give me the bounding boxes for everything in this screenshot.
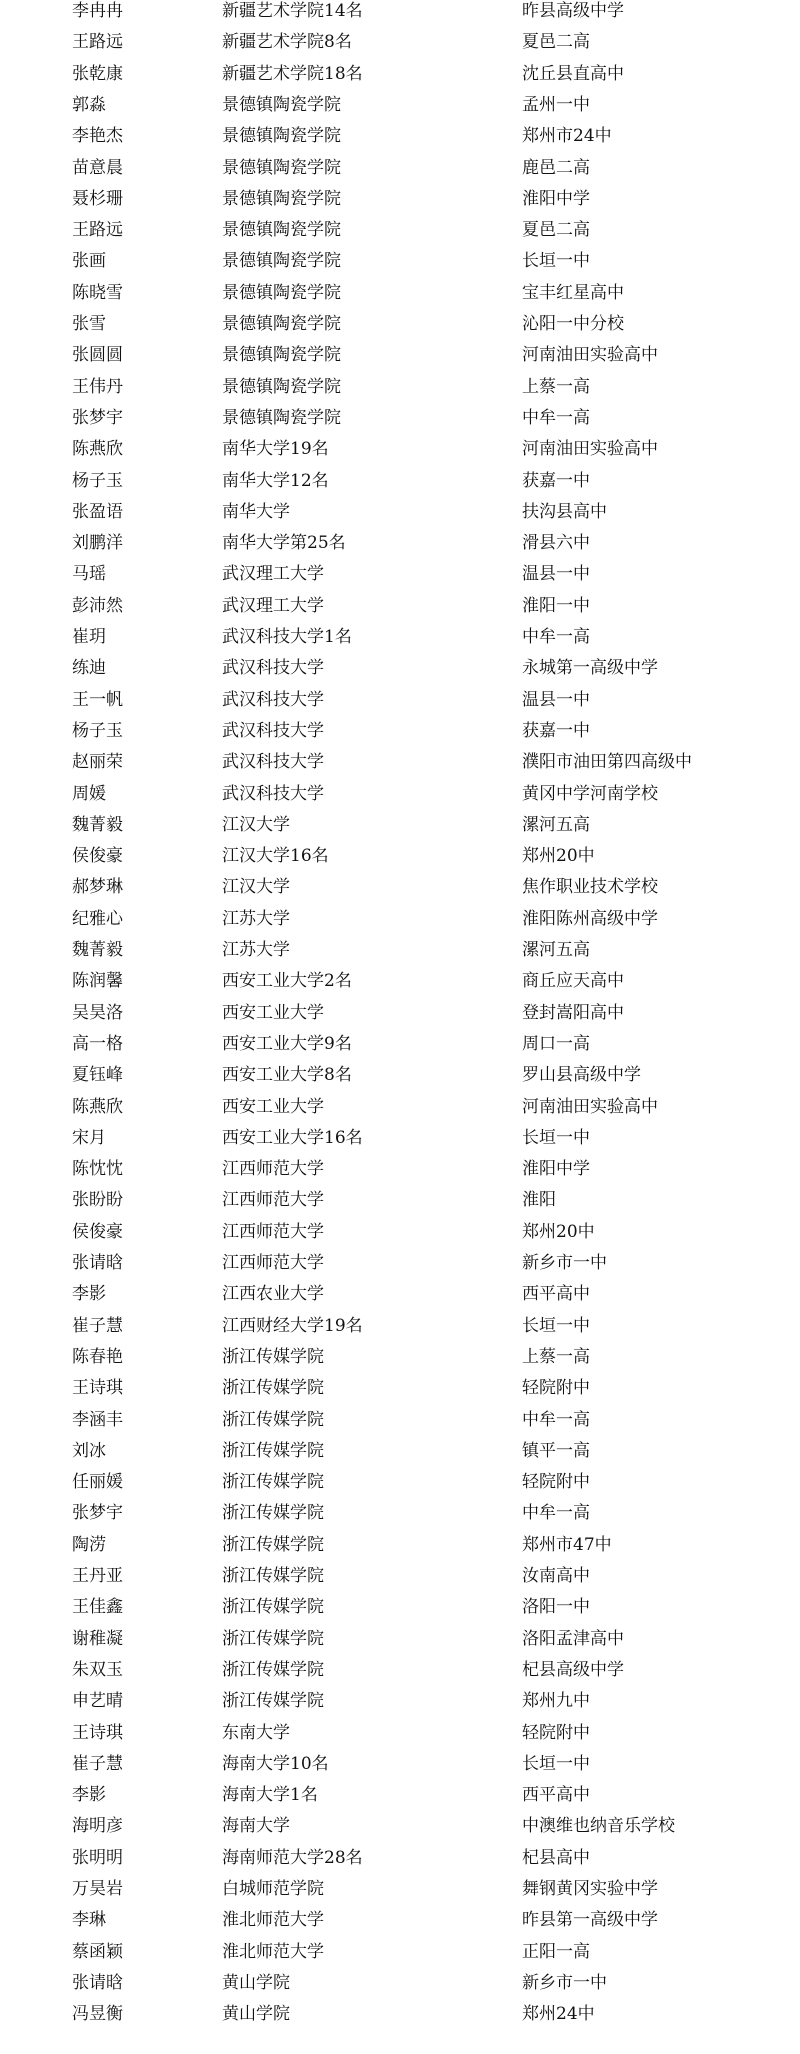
table-row <box>0 1311 800 1342</box>
high-school-cell: 夏邑二高 <box>522 220 590 241</box>
high-school-cell: 西平高中 <box>522 1284 590 1305</box>
name-cell: 刘冰 <box>72 1440 106 1461</box>
university-cell: 景德镇陶瓷学院 <box>222 94 341 115</box>
table-row <box>0 246 800 277</box>
name-cell: 陈燕欣 <box>72 439 123 460</box>
university-cell: 黄山学院 <box>222 2004 290 2025</box>
high-school-cell: 周口一高 <box>522 1033 590 1054</box>
high-school-cell: 正阳一高 <box>522 1941 590 1962</box>
name-cell: 王一帆 <box>72 689 123 710</box>
table-row <box>0 1624 800 1655</box>
university-cell: 景德镇陶瓷学院 <box>222 220 341 241</box>
table-row <box>0 0 800 27</box>
table-row <box>0 872 800 903</box>
table-row <box>0 622 800 653</box>
name-cell: 陶涝 <box>72 1534 106 1555</box>
university-cell: 浙江传媒学院 <box>222 1534 324 1555</box>
name-cell: 马瑶 <box>72 564 106 585</box>
table-row <box>0 1530 800 1561</box>
name-cell: 杨子玉 <box>72 720 123 741</box>
table-row <box>0 497 800 528</box>
high-school-cell: 淮阳陈州高级中学 <box>522 908 658 929</box>
table-row <box>0 841 800 872</box>
name-cell: 蔡函颖 <box>72 1941 123 1962</box>
table-row <box>0 215 800 246</box>
table-row <box>0 466 800 497</box>
university-cell: 景德镇陶瓷学院 <box>222 314 341 334</box>
name-cell: 练迪 <box>72 658 106 679</box>
high-school-cell: 焦作职业技术学校 <box>522 877 658 898</box>
name-cell: 张梦宇 <box>72 1503 123 1524</box>
high-school-cell: 滑县六中 <box>522 533 590 554</box>
high-school-cell: 河南油田实验高中 <box>522 439 658 460</box>
high-school-cell: 扶沟县高中 <box>522 501 607 522</box>
university-cell: 武汉科技大学 <box>222 783 324 804</box>
table-row <box>0 779 800 810</box>
high-school-cell: 长垣一中 <box>522 1127 590 1148</box>
name-cell: 王佳鑫 <box>72 1597 123 1618</box>
high-school-cell: 中牟一高 <box>522 627 590 647</box>
table-row <box>0 1561 800 1592</box>
university-cell: 西安工业大学2名 <box>222 971 352 992</box>
table-row <box>0 1874 800 1905</box>
name-cell: 万昊岩 <box>72 1879 123 1899</box>
table-row <box>0 747 800 778</box>
high-school-cell: 长垣一中 <box>522 1753 590 1774</box>
high-school-cell: 上蔡一高 <box>522 1346 590 1367</box>
high-school-cell: 宝丰红星高中 <box>522 282 624 303</box>
table-row <box>0 1123 800 1154</box>
university-cell: 武汉科技大学 <box>222 752 324 773</box>
table-row <box>0 121 800 152</box>
table-row <box>0 59 800 90</box>
name-cell: 崔子慧 <box>72 1753 123 1774</box>
university-cell: 西安工业大学8名 <box>222 1065 352 1086</box>
table-row <box>0 1592 800 1623</box>
table-row <box>0 1092 800 1123</box>
high-school-cell: 中牟一高 <box>522 1409 590 1430</box>
high-school-cell: 罗山县高级中学 <box>522 1065 641 1086</box>
university-cell: 浙江传媒学院 <box>222 1597 324 1618</box>
university-cell: 南华大学 <box>222 501 290 522</box>
name-cell: 刘鹏洋 <box>72 533 123 554</box>
name-cell: 李影 <box>72 1785 106 1806</box>
high-school-cell: 镇平一高 <box>522 1440 590 1461</box>
high-school-cell: 淮阳中学 <box>522 188 590 209</box>
high-school-cell: 淮阳 <box>522 1190 556 1211</box>
name-cell: 侯俊豪 <box>72 846 123 867</box>
university-cell: 海南大学1名 <box>222 1785 318 1806</box>
high-school-cell: 夏邑二高 <box>522 32 590 53</box>
university-cell: 海南大学10名 <box>222 1753 329 1774</box>
name-cell: 张圆圆 <box>72 345 123 366</box>
university-cell: 海南大学 <box>222 1816 290 1837</box>
name-cell: 谢稚凝 <box>72 1628 123 1649</box>
university-cell: 南华大学19名 <box>222 439 329 460</box>
name-cell: 崔玥 <box>72 627 106 647</box>
high-school-cell: 河南油田实验高中 <box>522 1096 658 1117</box>
high-school-cell: 昨县高级中学 <box>522 1 624 21</box>
university-cell: 江西师范大学 <box>222 1190 324 1211</box>
high-school-cell: 温县一中 <box>522 689 590 710</box>
high-school-cell: 长垣一中 <box>522 251 590 272</box>
name-cell: 张乾康 <box>72 63 123 84</box>
table-row <box>0 90 800 121</box>
table-row <box>0 1405 800 1436</box>
name-cell: 聂杉珊 <box>72 188 123 209</box>
university-cell: 武汉科技大学 <box>222 720 324 741</box>
university-cell: 江西农业大学 <box>222 1284 324 1305</box>
table-row <box>0 1655 800 1686</box>
table-row <box>0 1060 800 1091</box>
name-cell: 宋月 <box>72 1127 106 1148</box>
university-cell: 武汉科技大学1名 <box>222 627 352 647</box>
university-cell: 黄山学院 <box>222 1972 290 1993</box>
high-school-cell: 郑州市24中 <box>522 126 612 147</box>
high-school-cell: 鹿邑二高 <box>522 157 590 178</box>
high-school-cell: 商丘应天高中 <box>522 971 624 992</box>
table-row <box>0 434 800 465</box>
university-cell: 景德镇陶瓷学院 <box>222 407 341 428</box>
table-row <box>0 1811 800 1842</box>
university-cell: 浙江传媒学院 <box>222 1691 324 1712</box>
name-cell: 朱双玉 <box>72 1659 123 1680</box>
name-cell: 王丹亚 <box>72 1566 123 1586</box>
table-row <box>0 998 800 1029</box>
name-cell: 陈春艳 <box>72 1346 123 1367</box>
university-cell: 江苏大学 <box>222 940 290 960</box>
table-row <box>0 559 800 590</box>
university-cell: 新疆艺术学院8名 <box>222 32 352 53</box>
university-cell: 西安工业大学 <box>222 1096 324 1117</box>
name-cell: 李冉冉 <box>72 1 123 21</box>
table-row <box>0 1999 800 2030</box>
university-cell: 江苏大学 <box>222 908 290 929</box>
name-cell: 王诗琪 <box>72 1378 123 1399</box>
name-cell: 王路远 <box>72 220 123 241</box>
university-cell: 浙江传媒学院 <box>222 1566 324 1586</box>
table-row <box>0 716 800 747</box>
name-cell: 任丽媛 <box>72 1472 123 1493</box>
name-cell: 冯昱衡 <box>72 2004 123 2025</box>
high-school-cell: 河南油田实验高中 <box>522 345 658 366</box>
name-cell: 张雪 <box>72 314 106 334</box>
high-school-cell: 中澳维也纳音乐学校 <box>522 1816 675 1837</box>
university-cell: 浙江传媒学院 <box>222 1346 324 1367</box>
name-cell: 陈润馨 <box>72 971 123 992</box>
table-row <box>0 1718 800 1749</box>
name-cell: 张梦宇 <box>72 407 123 428</box>
university-cell: 新疆艺术学院14名 <box>222 1 363 21</box>
high-school-cell: 轻院附中 <box>522 1472 590 1493</box>
table-row <box>0 1185 800 1216</box>
table-row <box>0 1498 800 1529</box>
university-cell: 江汉大学16名 <box>222 846 329 867</box>
table-row <box>0 372 800 403</box>
high-school-cell: 中牟一高 <box>522 407 590 428</box>
high-school-cell: 沁阳一中分校 <box>522 314 624 334</box>
university-cell: 景德镇陶瓷学院 <box>222 157 341 178</box>
name-cell: 张画 <box>72 251 106 272</box>
university-cell: 淮北师范大学 <box>222 1910 324 1931</box>
university-cell: 江西师范大学 <box>222 1221 324 1242</box>
name-cell: 李琳 <box>72 1910 106 1931</box>
high-school-cell: 上蔡一高 <box>522 376 590 397</box>
university-cell: 景德镇陶瓷学院 <box>222 188 341 209</box>
university-cell: 浙江传媒学院 <box>222 1659 324 1680</box>
name-cell: 侯俊豪 <box>72 1221 123 1242</box>
table-row <box>0 1154 800 1185</box>
university-cell: 浙江传媒学院 <box>222 1440 324 1461</box>
university-cell: 武汉科技大学 <box>222 689 324 710</box>
high-school-cell: 沈丘县直高中 <box>522 63 624 84</box>
table-row <box>0 966 800 997</box>
name-cell: 魏菁毅 <box>72 814 123 835</box>
high-school-cell: 孟州一中 <box>522 94 590 115</box>
high-school-cell: 淮阳一中 <box>522 595 590 616</box>
table-row <box>0 27 800 58</box>
name-cell: 王伟丹 <box>72 376 123 397</box>
table-row <box>0 1248 800 1279</box>
high-school-cell: 获嘉一中 <box>522 470 590 491</box>
name-cell: 纪雅心 <box>72 908 123 929</box>
high-school-cell: 漯河五高 <box>522 940 590 960</box>
name-cell: 申艺晴 <box>72 1691 123 1712</box>
high-school-cell: 郑州24中 <box>522 2004 595 2025</box>
university-cell: 海南师范大学28名 <box>222 1847 363 1868</box>
name-cell: 陈晓雪 <box>72 282 123 303</box>
university-cell: 江西师范大学 <box>222 1253 324 1273</box>
high-school-cell: 新乡市一中 <box>522 1253 607 1273</box>
university-cell: 江汉大学 <box>222 877 290 898</box>
high-school-cell: 汝南高中 <box>522 1566 590 1586</box>
table-row <box>0 340 800 371</box>
high-school-cell: 新乡市一中 <box>522 1972 607 1993</box>
high-school-cell: 郑州20中 <box>522 846 595 867</box>
table-row <box>0 153 800 184</box>
name-cell: 郝梦琳 <box>72 877 123 898</box>
university-cell: 新疆艺术学院18名 <box>222 63 363 84</box>
high-school-cell: 温县一中 <box>522 564 590 585</box>
name-cell: 赵丽荣 <box>72 752 123 773</box>
high-school-cell: 永城第一高级中学 <box>522 658 658 679</box>
name-cell: 李影 <box>72 1284 106 1305</box>
table-row <box>0 184 800 215</box>
university-cell: 浙江传媒学院 <box>222 1409 324 1430</box>
high-school-cell: 西平高中 <box>522 1785 590 1806</box>
name-cell: 陈忱忱 <box>72 1159 123 1180</box>
table-row <box>0 1217 800 1248</box>
table-row <box>0 1968 800 1999</box>
university-cell: 江西师范大学 <box>222 1159 324 1180</box>
name-cell: 张请晗 <box>72 1972 123 1993</box>
table-row <box>0 1342 800 1373</box>
table-row <box>0 1937 800 1968</box>
name-cell: 崔子慧 <box>72 1315 123 1336</box>
university-cell: 武汉科技大学 <box>222 658 324 679</box>
high-school-cell: 登封嵩阳高中 <box>522 1002 624 1023</box>
university-cell: 淮北师范大学 <box>222 1941 324 1962</box>
university-cell: 浙江传媒学院 <box>222 1472 324 1493</box>
university-cell: 景德镇陶瓷学院 <box>222 251 341 272</box>
table-row <box>0 1905 800 1936</box>
table-row <box>0 685 800 716</box>
university-cell: 南华大学第25名 <box>222 533 346 554</box>
high-school-cell: 郑州20中 <box>522 1221 595 1242</box>
name-cell: 周媛 <box>72 783 106 804</box>
name-cell: 吴昊洛 <box>72 1002 123 1023</box>
table-row <box>0 278 800 309</box>
table-row <box>0 1843 800 1874</box>
table-row <box>0 810 800 841</box>
high-school-cell: 舞钢黄冈实验中学 <box>522 1879 658 1899</box>
high-school-cell: 淮阳中学 <box>522 1159 590 1180</box>
name-cell: 魏菁毅 <box>72 940 123 960</box>
name-cell: 张请晗 <box>72 1253 123 1273</box>
table-row <box>0 935 800 966</box>
high-school-cell: 洛阳一中 <box>522 1597 590 1618</box>
university-cell: 景德镇陶瓷学院 <box>222 282 341 303</box>
university-cell: 景德镇陶瓷学院 <box>222 345 341 366</box>
table-row <box>0 1467 800 1498</box>
high-school-cell: 获嘉一中 <box>522 720 590 741</box>
name-cell: 彭沛然 <box>72 595 123 616</box>
table-row <box>0 528 800 559</box>
name-cell: 张明明 <box>72 1847 123 1868</box>
high-school-cell: 郑州九中 <box>522 1691 590 1712</box>
name-cell: 王路远 <box>72 32 123 53</box>
university-cell: 江汉大学 <box>222 814 290 835</box>
university-cell: 西安工业大学16名 <box>222 1127 363 1148</box>
table-row <box>0 1279 800 1310</box>
name-cell: 王诗琪 <box>72 1722 123 1743</box>
name-cell: 高一格 <box>72 1033 123 1054</box>
university-cell: 浙江传媒学院 <box>222 1503 324 1524</box>
table-row <box>0 1749 800 1780</box>
high-school-cell: 洛阳孟津高中 <box>522 1628 624 1649</box>
high-school-cell: 杞县高级中学 <box>522 1659 624 1680</box>
university-cell: 白城师范学院 <box>222 1879 324 1899</box>
university-cell: 景德镇陶瓷学院 <box>222 376 341 397</box>
name-cell: 夏钰峰 <box>72 1065 123 1086</box>
high-school-cell: 漯河五高 <box>522 814 590 835</box>
university-cell: 南华大学12名 <box>222 470 329 491</box>
high-school-cell: 杞县高中 <box>522 1847 590 1868</box>
university-cell: 浙江传媒学院 <box>222 1628 324 1649</box>
high-school-cell: 濮阳市油田第四高级中 <box>522 752 692 773</box>
name-cell: 郭淼 <box>72 94 106 115</box>
table-row <box>0 1686 800 1717</box>
table-row <box>0 309 800 340</box>
table-row <box>0 403 800 434</box>
name-cell: 李艳杰 <box>72 126 123 147</box>
university-cell: 武汉理工大学 <box>222 564 324 585</box>
university-cell: 武汉理工大学 <box>222 595 324 616</box>
high-school-cell: 轻院附中 <box>522 1378 590 1399</box>
name-cell: 苗意晨 <box>72 157 123 178</box>
table-row <box>0 904 800 935</box>
university-cell: 东南大学 <box>222 1722 290 1743</box>
university-cell: 西安工业大学 <box>222 1002 324 1023</box>
table-row <box>0 1029 800 1060</box>
name-cell: 张盈语 <box>72 501 123 522</box>
high-school-cell: 黄冈中学河南学校 <box>522 783 658 804</box>
high-school-cell: 郑州市47中 <box>522 1534 612 1555</box>
table-row <box>0 1436 800 1467</box>
table-row <box>0 1373 800 1404</box>
university-cell: 西安工业大学9名 <box>222 1033 352 1054</box>
table-row <box>0 591 800 622</box>
university-cell: 江西财经大学19名 <box>222 1315 363 1336</box>
name-cell: 李涵丰 <box>72 1409 123 1430</box>
university-cell: 景德镇陶瓷学院 <box>222 126 341 147</box>
name-cell: 张盼盼 <box>72 1190 123 1211</box>
name-cell: 杨子玉 <box>72 470 123 491</box>
high-school-cell: 昨县第一高级中学 <box>522 1910 658 1931</box>
name-cell: 陈燕欣 <box>72 1096 123 1117</box>
name-cell: 海明彦 <box>72 1816 123 1837</box>
high-school-cell: 长垣一中 <box>522 1315 590 1336</box>
table-row <box>0 1780 800 1811</box>
table-row <box>0 653 800 684</box>
high-school-cell: 轻院附中 <box>522 1722 590 1743</box>
high-school-cell: 中牟一高 <box>522 1503 590 1524</box>
university-cell: 浙江传媒学院 <box>222 1378 324 1399</box>
